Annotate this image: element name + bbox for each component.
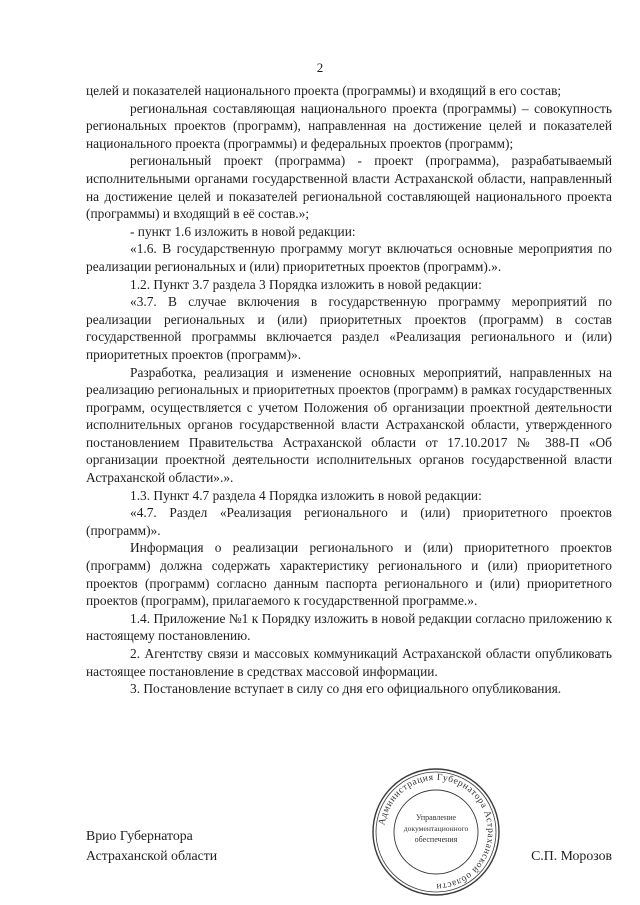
- paragraph: «4.7. Раздел «Реализация регионального и (или) приоритетного проектов (программ)».: [86, 505, 612, 538]
- paragraph: «3.7. В случае включения в государственную программу мероприятий по реализации региональных и (или) приоритетных проектов (программ) в состав государственной программы включается раздел «Реализация регионального и (или) приоритетных проектов (программ)».: [86, 294, 612, 362]
- paragraph: 1.2. Пункт 3.7 раздела 3 Порядка изложить в новой редакции:: [130, 276, 482, 292]
- seal-center-line: документационного: [403, 824, 469, 833]
- paragraph: - пункт 1.6 изложить в новой редакции:: [130, 223, 356, 239]
- signatory-title: Врио Губернатора: [86, 828, 193, 843]
- document-body: [86, 82, 612, 698]
- seal-center-line: обеспечения: [414, 835, 458, 844]
- paragraph: Разработка, реализация и изменение основных мероприятий, направленных на реализацию региональных и приоритетных проектов (программ) в рамках государственных программ, осуществляется с учетом Положения об организации проектной деятельности исполнительных органов государственной власти Астраханской области, утвержденного постановлением Правительства Астраханской области от 17.10.2017 № 388-П «Об организации проектной деятельности исполнительных органов государственной власти Астраханской области».».: [86, 364, 612, 486]
- seal-outer-text: Администрация Губернатора Астраханской области: [377, 772, 496, 892]
- signatory-name: С.П. Морозов: [531, 848, 612, 863]
- seal-center-line: Управление: [415, 813, 457, 822]
- paragraph: целей и показателей национального проекта (программы) и входящий в его состав;: [86, 83, 562, 98]
- paragraph: 3. Постановление вступает в силу со дня его официального опубликования.: [130, 681, 562, 697]
- paragraph: 1.3. Пункт 4.7 раздела 4 Порядка изложить в новой редакции:: [130, 487, 482, 503]
- paragraph: 1.4. Приложение №1 к Порядку изложить в новой редакции согласно приложению к настоящему постановлению.: [86, 610, 612, 644]
- paragraph: региональная составляющая национального проекта (программы) – совокупность региональных проектов (программ), направленная на достижение целей и показателей национального проекта (программы) и федеральных проектов (программ);: [86, 100, 612, 151]
- page-number: 2: [316, 60, 324, 75]
- official-seal-stamp: [370, 766, 502, 898]
- signature-block: [86, 826, 612, 866]
- paragraph: Информация о реализации регионального и (или) приоритетного проектов (программ) должна содержать характеристику регионального и (или) приоритетного проектов (программ) согласно данным паспорта регионального и (или) приоритетного проектов (программ), прилагаемого к государственной программе.».: [86, 540, 612, 609]
- paragraph: «1.6. В государственную программу могут включаться основные мероприятия по реализации региональных и (или) приоритетных проектов (программ).».: [86, 241, 612, 274]
- signatory-title-line2: Астраханской области: [86, 848, 218, 863]
- paragraph: 2. Агентству связи и массовых коммуникаций Астраханской области опубликовать настоящее постановление в средствах массовой информации.: [86, 646, 612, 679]
- paragraph: региональный проект (программа) - проект (программа), разрабатываемый исполнительными органами государственной власти Астраханской области, направленный на достижение целей и показателей региональной составляющей национального проекта (программы) и входящий в её состав.»;: [86, 153, 612, 222]
